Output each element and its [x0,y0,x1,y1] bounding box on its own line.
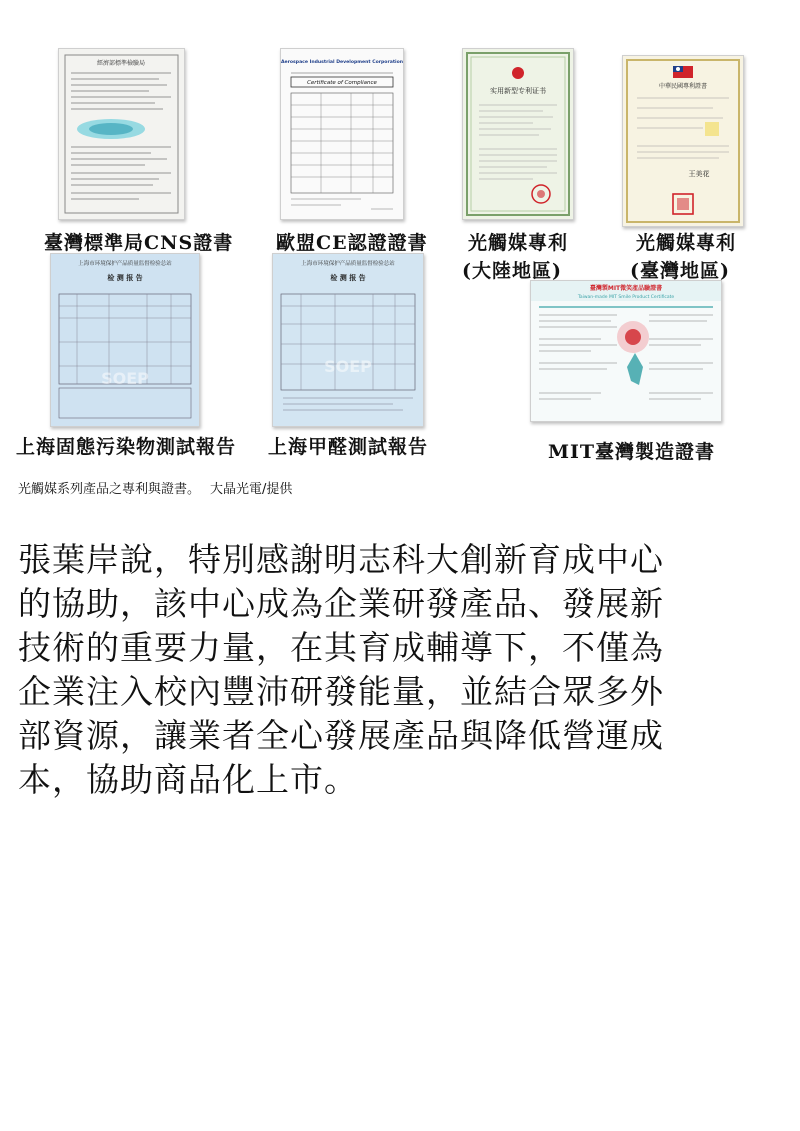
patent-china-caption-line1: 光觸媒專利 [468,232,569,254]
svg-text:SOEP: SOEP [101,369,149,388]
china-patent-header-text: 实用新型专利证书 [490,87,546,95]
article-line: 的協助，該中心成為企業研發產品、發展新 [18,584,664,623]
solid-waste-doc-title: 检 测 报 告 [107,274,143,282]
photo-caption [18,478,292,497]
shanghai-solid-waste-test-image [50,253,200,427]
article-line: 本，協助商品化上市。 [18,760,358,799]
eu-ce-certificate-image [280,48,404,220]
patent-taiwan-caption-line2: (臺灣地區) [630,260,730,282]
ce-doc-title: Certificate of Compliance [307,80,377,86]
patent-taiwan-caption-line1: 光觸媒專利 [636,232,737,254]
mit-taiwan-made-certificate-image [530,280,722,422]
photocatalyst-patent-taiwan-image [622,55,744,227]
article-line: 企業注入校內豐沛研發能量，並結合眾多外 [18,672,664,711]
photocatalyst-patent-china-image [462,48,574,220]
cns-header-text: 經濟部標準檢驗局 [96,60,146,67]
photo-caption-text: 光觸媒系列產品之專利與證書。 [18,482,201,497]
article-line: 部資源，讓業者全心發展產品與降低營運成 [18,716,664,755]
svg-text:SOEP: SOEP [324,357,372,376]
eu-ce-certificate-caption: 歐盟CE認證證書 [276,232,428,254]
formaldehyde-header-text: 上海市环境保护产品质量监督检验总站 [301,261,395,267]
patent-china-caption-line2: (大陸地區) [462,260,562,282]
taiwan-patent-header-text: 中華民國專利證書 [658,83,708,90]
mit-doc-title: Taiwan-made MIT Smile Product Certificate [577,295,675,300]
ce-header-text: Aerospace Industrial Development Corporation [281,60,403,65]
article-line: 技術的重要力量，在其育成輔導下，不僅為 [18,628,664,667]
mit-certificate-caption: MIT臺灣製造證書 [548,441,716,463]
shanghai-solid-waste-caption: 上海固態污染物測試報告 [16,436,237,458]
taiwan-cns-certificate-image [58,48,185,220]
article-body [18,538,788,802]
shanghai-formaldehyde-test-image [272,253,424,427]
shanghai-formaldehyde-caption: 上海甲醛測試報告 [268,436,429,458]
article-line: 張葉岸說，特別感謝明志科大創新育成中心 [18,540,664,579]
mit-header-text: 臺灣製MIT微笑產品驗證書 [589,285,663,292]
taiwan-patent-signature: 王美花 [688,170,710,178]
formaldehyde-doc-title: 检 测 报 告 [330,274,366,282]
solid-waste-header-text: 上海市环境保护产品质量监督检验总站 [78,261,172,267]
taiwan-cns-certificate-caption: 臺灣標準局CNS證書 [44,232,234,254]
photo-credit: 大晶光電/提供 [210,482,293,497]
